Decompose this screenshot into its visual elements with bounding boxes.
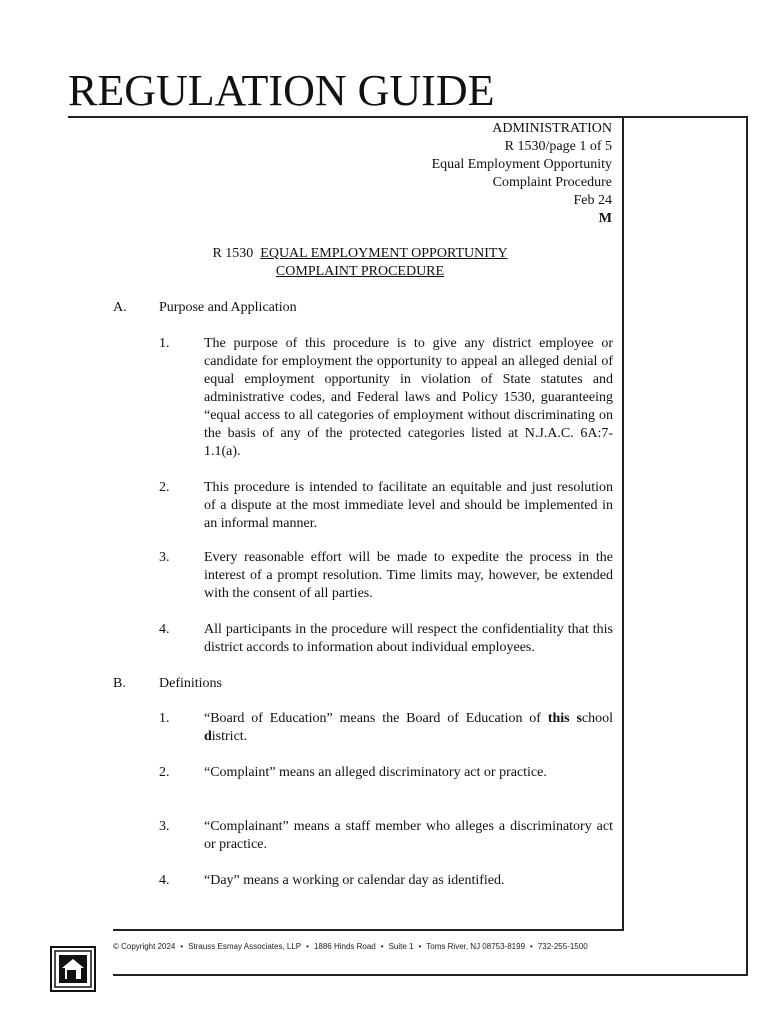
section-title: Definitions (159, 676, 222, 691)
strauss-esmay-logo-icon (50, 946, 96, 992)
section-letter: B. (113, 676, 126, 691)
footer-phone: 732-255-1500 (537, 942, 588, 951)
header-line-page: R 1530/page 1 of 5 (504, 139, 612, 154)
footer-separator: • (180, 942, 184, 951)
definition-text-part: chool (581, 711, 613, 726)
header-line-subject: Equal Employment Opportunity (431, 157, 612, 172)
footer-city: Toms River, NJ 08753-8199 (426, 942, 526, 951)
page-title: REGULATION GUIDE (68, 66, 495, 115)
list-item-number: 3. (159, 819, 170, 834)
list-item-text: This procedure is intended to facilitate an equitable and just resolution of a dispute at the most immediate level and should be implemented in an informal manner. (204, 480, 613, 531)
footer-address: 1886 Hinds Road (313, 942, 376, 951)
list-item-text: Every reasonable effort will be made to expedite the process in the interest of a prompt resolution. Time limits may, however, be extended with the consent of all parties. (204, 550, 613, 601)
list-item-text: The purpose of this procedure is to give any district employee or candidate for employment the opportunity to appeal an alleged denial of equal employment opportunity in violation of State statutes and administrative codes, and Federal laws and Policy 1530, guaranteeing “equal access to all categories of employment without discriminating on the basis of any of the protected categories listed at N.J.A.C. 6A:7-1.1(a). (204, 336, 613, 459)
regulation-title-line1: EQUAL EMPLOYMENT OPPORTUNITY (260, 246, 508, 261)
regulation-title-line2: COMPLAINT PROCEDURE (275, 264, 445, 279)
footer-rule-bottom (113, 974, 748, 976)
footer-separator: • (380, 942, 384, 951)
definition-text-part: istrict. (211, 729, 248, 744)
header-mark: M (598, 211, 612, 226)
section-letter: A. (113, 300, 127, 315)
footer-copyright-text: © Copyright 2024 (113, 942, 176, 951)
document-header (432, 120, 612, 228)
margin-line-inner (622, 116, 624, 929)
footer-separator: • (530, 942, 533, 951)
regulation-number: R 1530 (212, 246, 254, 261)
header-line-subtitle: Complaint Procedure (492, 175, 612, 190)
footer-separator: • (418, 942, 422, 951)
footer-separator: • (306, 942, 309, 951)
list-item-number: 1. (159, 711, 170, 726)
section-title: Purpose and Application (159, 300, 297, 315)
top-rule (68, 116, 748, 118)
definition-bold-part: this s (547, 711, 582, 726)
footer-copyright (113, 942, 588, 952)
footer-company: Strauss Esmay Associates, LLP (188, 942, 302, 951)
footer-rule-top (113, 929, 624, 931)
regulation-title (160, 245, 560, 281)
list-item-number: 2. (159, 765, 170, 780)
margin-line-outer (746, 116, 748, 976)
header-line-section: ADMINISTRATION (492, 121, 612, 136)
list-item-number: 4. (159, 873, 170, 888)
definition-bold-part: d (204, 729, 212, 744)
list-item-text: All participants in the procedure will respect the confidentiality that this district accords to information about individual employees. (204, 622, 613, 655)
list-item-text: “Complainant” means a staff member who alleges a discriminatory act or practice. (204, 819, 613, 852)
list-item-number: 2. (159, 480, 170, 495)
list-item-text: “Day” means a working or calendar day as identified. (204, 873, 505, 888)
list-item-number: 3. (159, 550, 170, 565)
header-line-date: Feb 24 (573, 193, 612, 208)
footer-suite: Suite 1 (388, 942, 414, 951)
list-item-text (204, 710, 613, 746)
definition-text-part: “Board of Education” means the Board of Education of (204, 711, 548, 726)
list-item-number: 4. (159, 622, 170, 637)
list-item-number: 1. (159, 336, 170, 351)
list-item-text: “Complaint” means an alleged discriminatory act or practice. (204, 765, 547, 780)
